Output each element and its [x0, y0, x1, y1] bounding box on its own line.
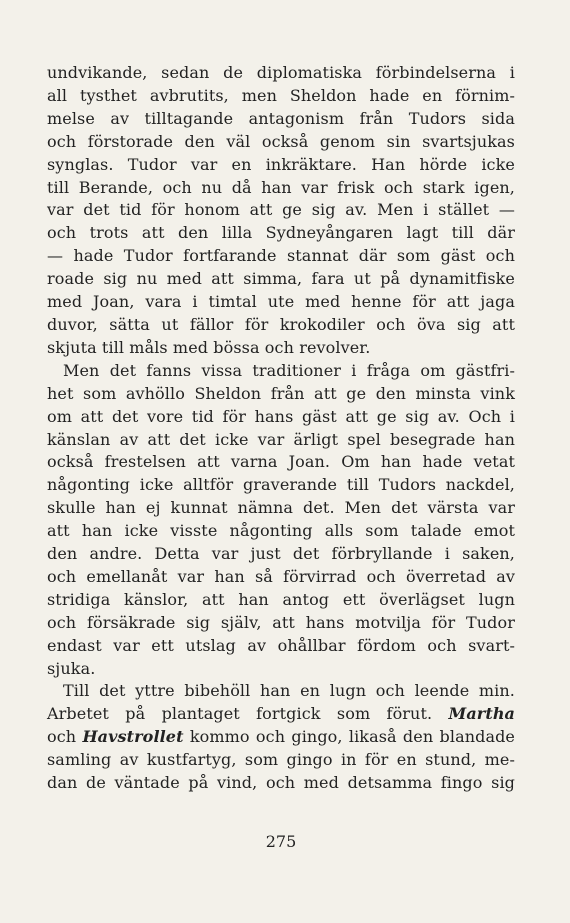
- text-line: skulle han ej kunnat nämna det. Men det värsta var: [47, 498, 515, 518]
- text-line: och trots att den lilla Sydneyångaren lagt till där: [47, 223, 515, 243]
- ship-name-havstrollet: Havstrollet: [82, 727, 184, 747]
- text-line: och försäkrade sig själv, att hans motvilja för Tudor: [47, 612, 515, 632]
- book-page: [47, 62, 515, 882]
- body-text: [47, 62, 515, 795]
- text-fragment: och: [47, 727, 77, 747]
- text-line: också frestelsen att varna Joan. Om han hade vetat: [47, 452, 515, 472]
- text-line: och emellanåt var han så förvirrad och överretad av: [47, 566, 515, 586]
- text-line: med Joan, vara i timtal ute med henne för att jaga: [47, 292, 515, 312]
- text-line: — hade Tudor fortfarande stannat där som gäst och: [47, 246, 515, 266]
- text-line: Men det fanns vissa traditioner i fråga om gästfri-: [63, 360, 515, 380]
- text-line: samling av kustfartyg, som gingo in för en stund, me-: [47, 750, 515, 770]
- text-line: sjuka.: [47, 658, 96, 678]
- text-line: var det tid för honom att ge sig av. Men i stället —: [47, 200, 515, 220]
- text-line: melse av tilltagande antagonism från Tudors sida: [47, 108, 515, 128]
- text-fragment: kommo och gingo, likaså den blandade: [189, 727, 515, 747]
- text-line: stridiga känslor, att han antog ett överlägset lugn: [47, 589, 515, 609]
- text-line: het som avhöllo Sheldon från att ge den minsta vink: [47, 383, 515, 403]
- text-line: endast var ett utslag av ohållbar fördom och svart-: [47, 635, 515, 655]
- text-line: synglas. Tudor var en inkräktare. Han hörde icke: [47, 154, 515, 174]
- text-line: roade sig nu med att simma, fara ut på dynamitfiske: [47, 269, 515, 289]
- text-line: [47, 703, 515, 726]
- text-line: undvikande, sedan de diplomatiska förbindelserna i: [47, 63, 515, 82]
- page-number: 275: [265, 832, 297, 851]
- text-fragment: Arbetet på plantaget fortgick som förut.: [47, 704, 433, 724]
- text-line: någonting icke alltför graverande till Tudors nackdel,: [47, 475, 515, 495]
- text-line: den andre. Detta var just det förbryllande i saken,: [47, 544, 515, 564]
- text-line: Till det yttre bibehöll han en lugn och leende min.: [63, 681, 515, 701]
- text-line: om att det vore tid för hans gäst att ge sig av. Och i: [47, 406, 515, 426]
- text-line: dan de väntade på vind, och med detsamma fingo sig: [47, 773, 515, 793]
- text-line: duvor, sätta ut fällor för krokodiler och öva sig att: [47, 314, 515, 334]
- text-line: [47, 726, 515, 749]
- text-line: till Berande, och nu då han var frisk och stark igen,: [47, 177, 515, 197]
- text-line: och förstorade den väl också genom sin svartsjukas: [47, 131, 515, 151]
- ship-name-martha: Martha: [448, 704, 516, 724]
- text-line: all tysthet avbrutits, men Sheldon hade en förnim-: [47, 85, 515, 105]
- text-line: känslan av att det icke var ärligt spel besegrade han: [47, 429, 515, 449]
- text-line: att han icke visste någonting alls som talade emot: [47, 521, 515, 541]
- text-line: skjuta till måls med bössa och revolver.: [47, 337, 371, 357]
